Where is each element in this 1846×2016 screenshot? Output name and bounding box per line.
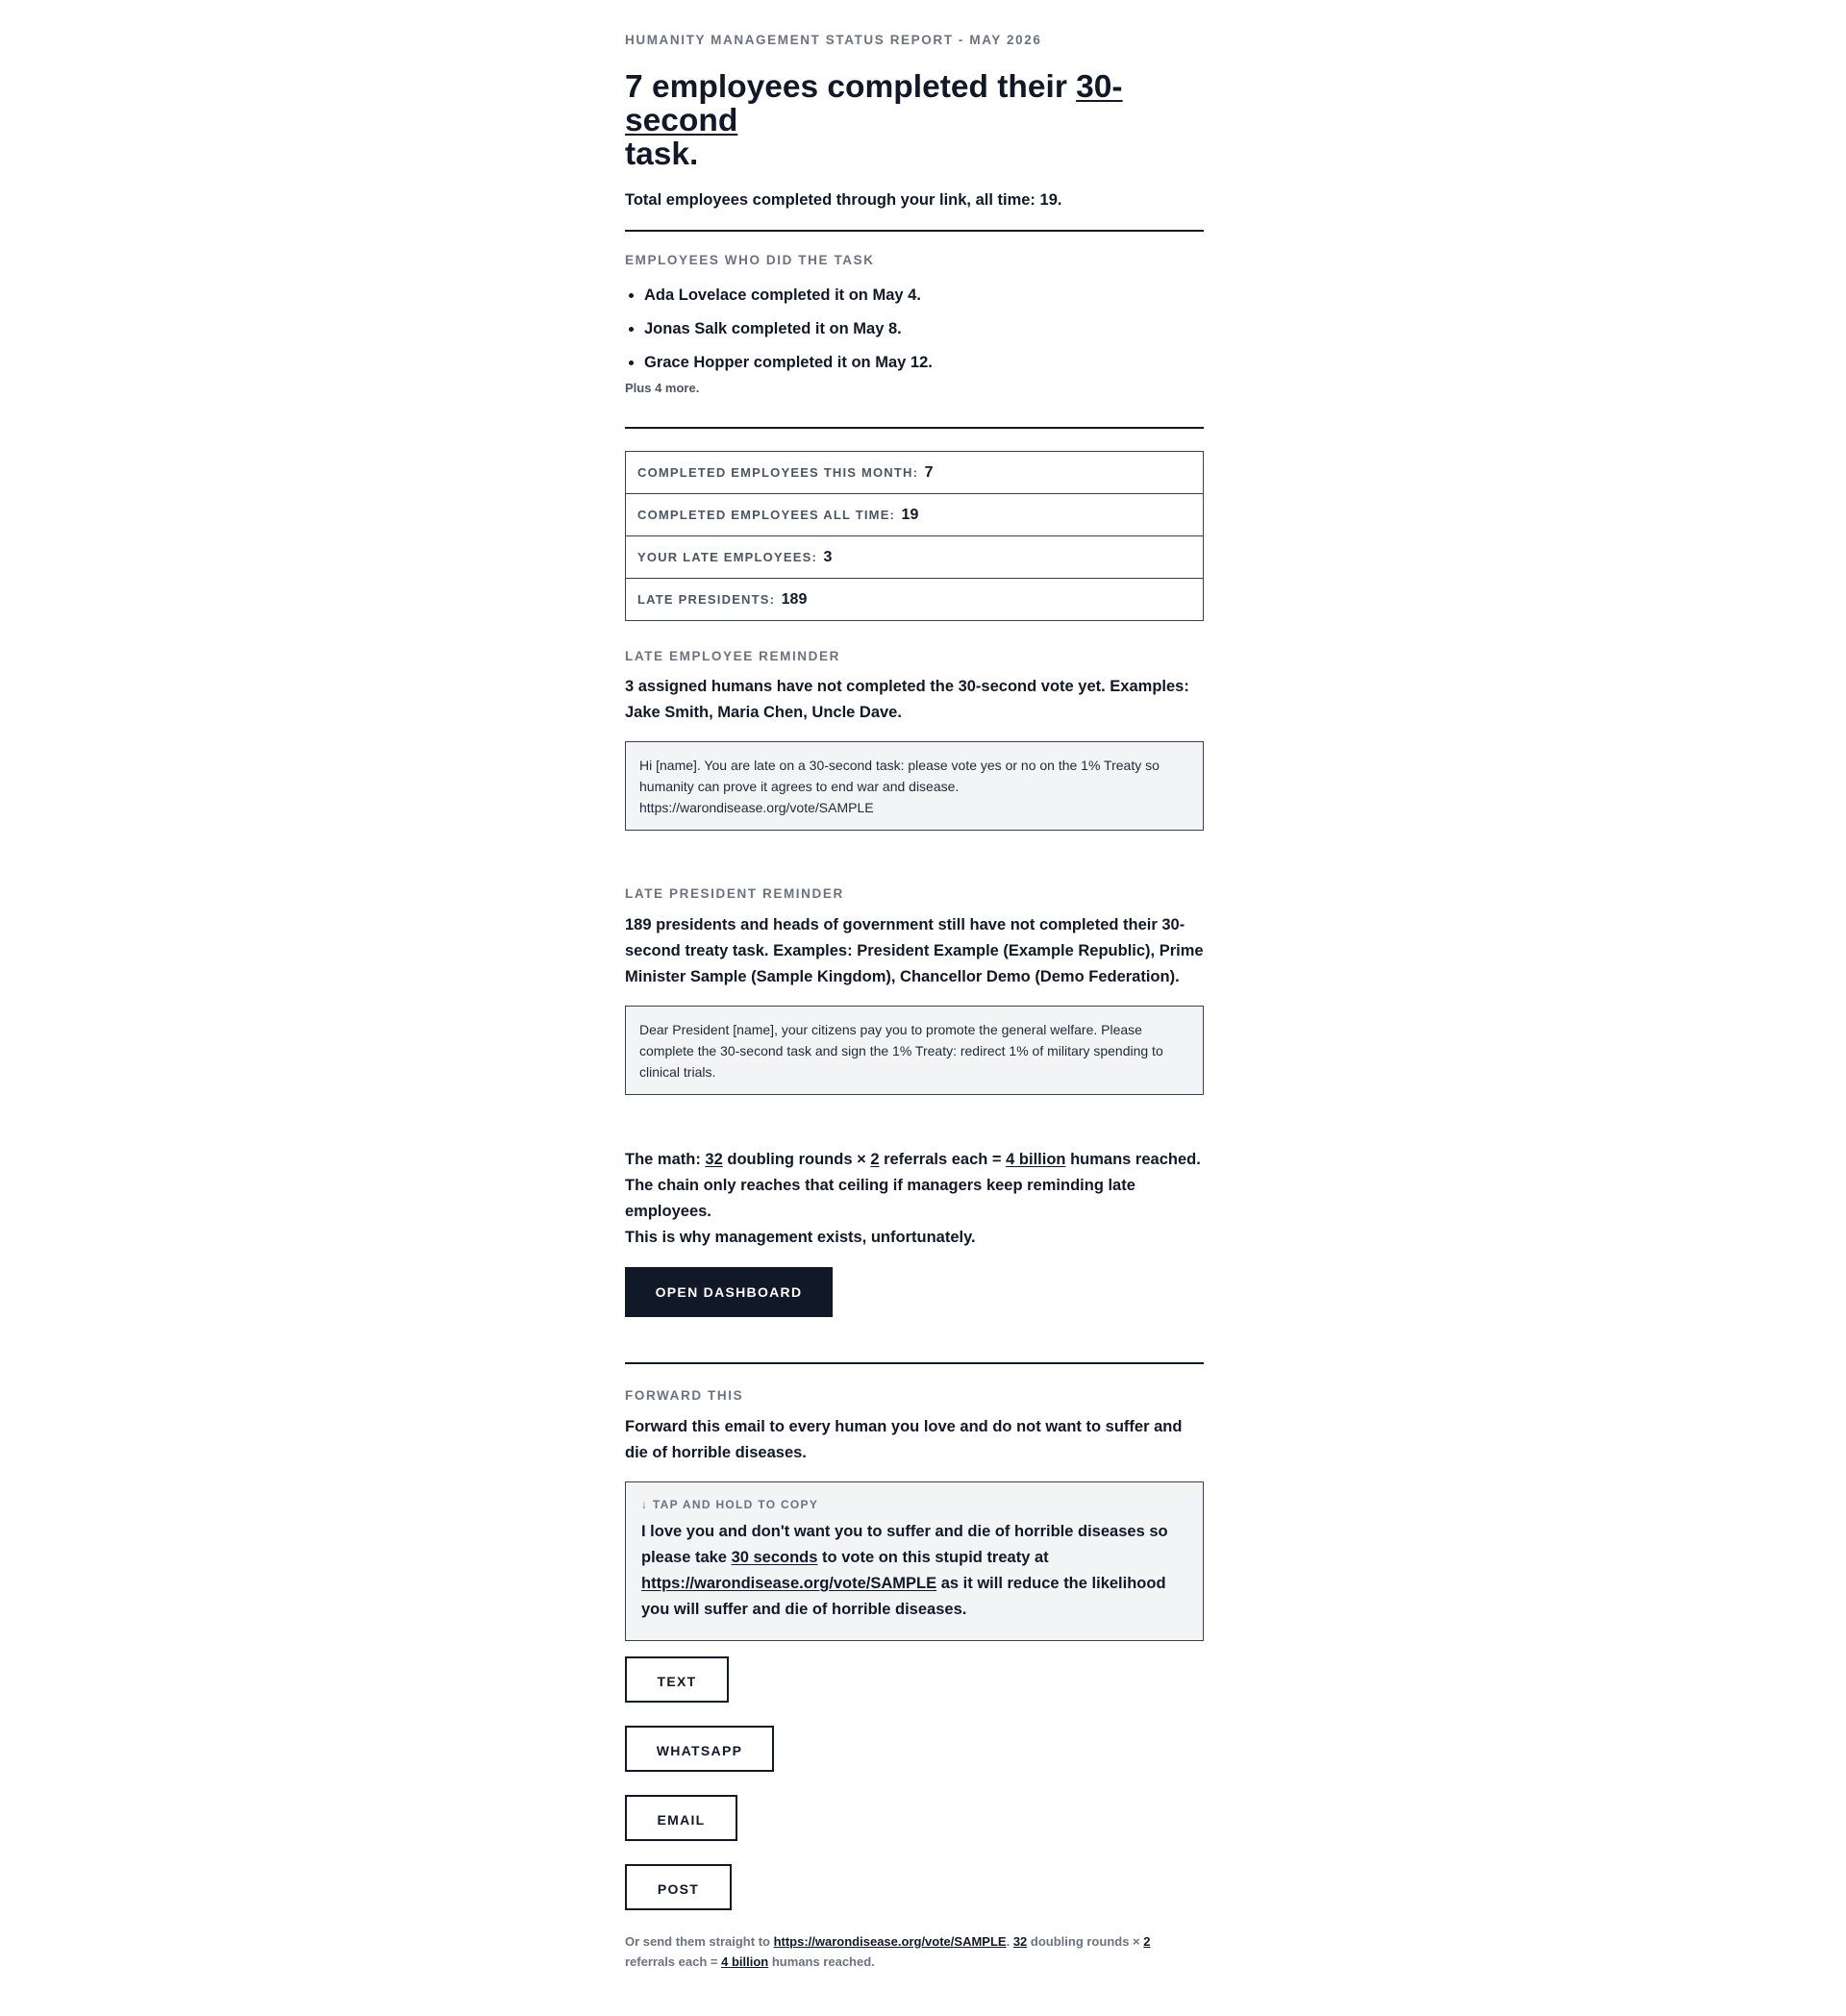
copy-link-duration: 30 seconds	[731, 1549, 818, 1566]
footer-vote-link[interactable]: https://warondisease.org/vote/SAMPLE	[773, 1934, 1007, 1949]
late-president-template	[625, 1006, 1204, 1095]
math-suffix: humans reached.	[1065, 1151, 1201, 1168]
late-employee-template	[625, 741, 1204, 831]
math-text: referrals each =	[879, 1151, 1007, 1168]
all-time-summary: Total employees completed through your link, all time: 19.	[625, 191, 1062, 209]
employee-list	[625, 285, 1204, 386]
headline-prefix: 7 employees completed their	[625, 69, 1077, 105]
divider	[625, 230, 1204, 232]
stat-label: YOUR LATE EMPLOYEES:	[637, 549, 817, 564]
late-president-text: 189 presidents and heads of government still have not completed their 30-second treaty task. Examples: President Example (Example Republic), Prime Minister Sample (Sample Kingdom), Chancellor Demo (Demo Federation).	[625, 916, 1204, 985]
stat-label: LATE PRESIDENTS:	[637, 591, 776, 607]
forward-text: Forward this email to every human you love and do not want to suffer and die of horrible diseases.	[625, 1418, 1183, 1461]
footer-text: Or send them straight to	[625, 1934, 774, 1949]
share-email-wrap	[625, 1795, 737, 1841]
stat-value: 189	[781, 590, 808, 608]
late-president-heading: LATE PRESIDENT REMINDER	[625, 886, 844, 901]
divider	[625, 427, 1204, 429]
copy-text: I love you and don't want you to suffer and die of horrible diseases so please take	[641, 1523, 1168, 1566]
copy-link-url[interactable]: https://warondisease.org/vote/SAMPLE	[641, 1575, 937, 1592]
footer-referrals: 2	[1143, 1934, 1151, 1949]
divider	[625, 1362, 1204, 1364]
footer-text: .	[1006, 1934, 1013, 1949]
math-explanation	[625, 1147, 1204, 1251]
headline-link[interactable]: 30-second	[625, 69, 1123, 138]
table-row	[626, 452, 1204, 494]
report-eyebrow: HUMANITY MANAGEMENT STATUS REPORT - MAY 2026	[625, 33, 1042, 47]
math-referrals: 2	[870, 1151, 880, 1168]
copy-text: as it will reduce the likelihood you will suffer and die of horrible diseases.	[641, 1575, 1166, 1618]
footer-reach: 4 billion	[721, 1954, 769, 1969]
late-employee-heading: LATE EMPLOYEE REMINDER	[625, 649, 840, 663]
math-text: doubling rounds ×	[722, 1151, 871, 1168]
footer-note	[625, 1931, 1204, 1972]
email-body	[625, 0, 1204, 1972]
footer-text: referrals each =	[625, 1954, 722, 1969]
share-post-button[interactable]: POST	[625, 1864, 732, 1910]
share-post-wrap	[625, 1864, 732, 1910]
copy-hint: ↓ TAP AND HOLD TO COPY	[641, 1498, 819, 1511]
headline-suffix: task.	[625, 137, 699, 172]
copy-message-box[interactable]	[625, 1481, 1204, 1641]
dashboard-button-row	[625, 1267, 1204, 1317]
late-employee-text: 3 assigned humans have not completed the 30-second vote yet. Examples: Jake Smith, Maria Chen, Uncle Dave.	[625, 678, 1189, 721]
table-row	[626, 494, 1204, 536]
share-whatsapp-button[interactable]: WHATSAPP	[625, 1726, 774, 1772]
table-row	[626, 579, 1204, 621]
share-text-wrap	[625, 1656, 729, 1703]
forward-heading: FORWARD THIS	[625, 1388, 744, 1403]
stat-value: 19	[901, 506, 919, 523]
footer-text: doubling rounds ×	[1027, 1934, 1144, 1949]
template-text: Dear President [name], your citizens pay you to promote the general welfare. Please complete the 30-second task and sign the 1% Treaty: redirect 1% of military spending to clinical trials.	[639, 1022, 1163, 1080]
employees-heading: EMPLOYEES WHO DID THE TASK	[625, 253, 875, 267]
math-line: The chain only reaches that ceiling if managers keep reminding late employees.	[625, 1177, 1135, 1220]
share-whatsapp-wrap	[625, 1726, 774, 1772]
list-item: • Grace Hopper completed it on May 12.	[644, 352, 1204, 386]
stat-label: COMPLETED EMPLOYEES THIS MONTH:	[637, 464, 919, 480]
list-item: • Ada Lovelace completed it on May 4.	[644, 285, 1204, 318]
math-line: This is why management exists, unfortunately.	[625, 1229, 976, 1246]
footer-text: humans reached.	[768, 1954, 875, 1969]
math-rounds: 32	[705, 1151, 723, 1168]
copy-message[interactable]	[641, 1519, 1187, 1623]
template-url: https://warondisease.org/vote/SAMPLE	[639, 800, 874, 815]
table-row	[626, 536, 1204, 579]
open-dashboard-button[interactable]: OPEN DASHBOARD	[625, 1267, 833, 1317]
copy-text: to vote on this stupid treaty at	[817, 1549, 1049, 1566]
math-prefix: The math:	[625, 1151, 706, 1168]
stats-table	[625, 451, 1204, 621]
template-text: Hi [name]. You are late on a 30-second task: please vote yes or no on the 1% Treaty so humanity can prove it agrees to end war and disease.	[639, 758, 1160, 794]
list-item: • Jonas Salk completed it on May 8.	[644, 318, 1204, 352]
share-text-button[interactable]: TEXT	[625, 1656, 729, 1703]
more-employees-note: Plus 4 more.	[625, 381, 700, 395]
stat-value: 7	[924, 463, 934, 481]
footer-rounds: 32	[1012, 1934, 1028, 1949]
stat-label: COMPLETED EMPLOYEES ALL TIME:	[637, 507, 896, 522]
math-reach: 4 billion	[1006, 1151, 1066, 1168]
stat-value: 3	[823, 548, 833, 565]
share-email-button[interactable]: EMAIL	[625, 1795, 737, 1841]
page-title	[625, 70, 1204, 171]
